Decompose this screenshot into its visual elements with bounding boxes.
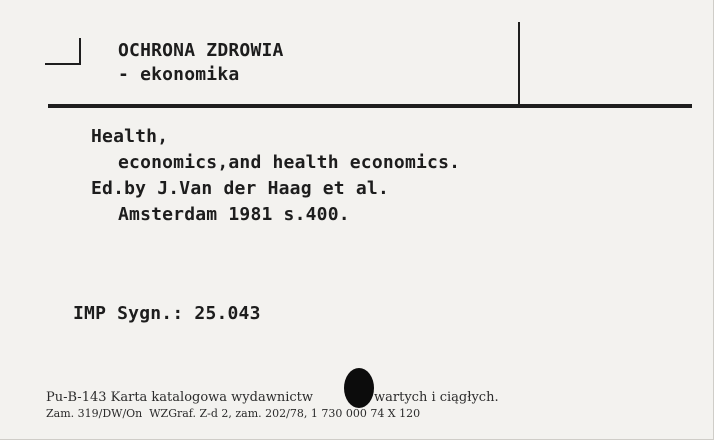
footer-line-2: Zam. 319/DW/On WZGraf. Z-d 2, zam. 202/78, 1 730 000 74 X 120 [46, 407, 421, 420]
header-rule [48, 104, 692, 108]
header-divider-vertical [518, 22, 520, 104]
punch-hole [344, 368, 374, 408]
entry-editors: Ed.by J.Van der Haag et al. [91, 178, 389, 199]
footer-line-1-left: Pu-B-143 Karta katalogowa wydawnictw [46, 390, 314, 405]
corner-mark-vertical [79, 38, 81, 64]
subject-subheading: - ekonomika [118, 64, 240, 85]
corner-mark-horizontal [45, 63, 81, 65]
entry-imprint: Amsterdam 1981 s.400. [118, 204, 350, 225]
footer-line-1-right: wartych i ciągłych. [374, 390, 499, 405]
subject-heading: OCHRONA ZDROWIA [118, 40, 284, 61]
entry-title: Health, [91, 126, 169, 147]
call-number: IMP Sygn.: 25.043 [73, 303, 261, 324]
entry-subtitle: economics,and health economics. [118, 152, 461, 173]
